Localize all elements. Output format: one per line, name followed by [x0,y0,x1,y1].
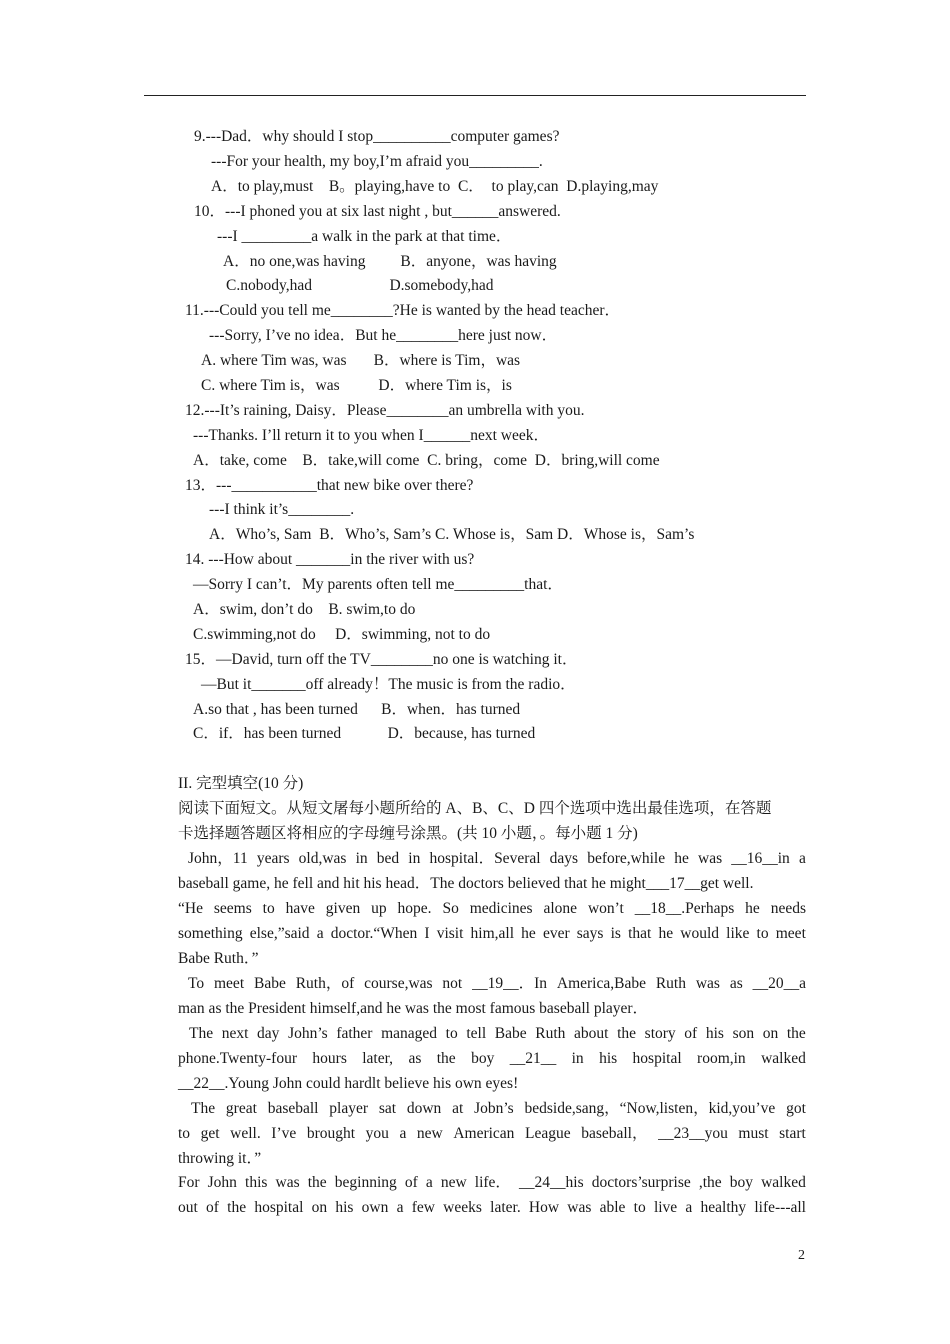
passage-line [178,1125,806,1143]
passage-word: at [452,1100,464,1117]
passage-word: walked [761,1050,806,1067]
passage-word: a [425,1174,433,1191]
passage-word: own [361,1199,389,1216]
passage-word: Babe [253,975,286,992]
passage-word: the [786,1025,806,1042]
passage-word: up [371,900,387,917]
passage-word: got [786,1100,806,1117]
passage-word: doctor.“When [330,925,418,942]
passage-word: out [178,1199,198,1216]
passage-word: The [189,1025,214,1042]
passage-word: was [698,850,723,867]
q11-stem: 11.---Could you tell me________?He is wanted by the head teacher． [185,302,621,319]
passage-word: __24__his [519,1174,584,1191]
q9-stem: 9.---Dad．why should I stop__________computer games? [194,128,560,145]
passage-word: he [745,900,760,917]
passage-word: Babe [494,1025,527,1042]
passage-word: he [521,925,536,942]
passage-word: boy [729,1174,753,1191]
passage-word: the [617,1025,637,1042]
passage-word: few [411,1199,435,1216]
passage-word: __21__ [509,1050,557,1067]
q14-options-cd: C.swimming,not do D．swimming, not to do [193,626,491,643]
passage-word: I’ve [271,1125,297,1142]
passage-line: man as the President himself,and he was the most famous baseball player． [178,1000,649,1017]
passage-line: Babe Ruth．” [178,950,259,967]
passage-word: a [399,1125,407,1142]
passage-word: hospital [254,1199,304,1216]
passage-word: new [416,1125,443,1142]
passage-word: sat [378,1100,397,1117]
passage-word: to [756,925,769,942]
passage-word: father [336,1025,373,1042]
passage-word: brought [306,1125,356,1142]
passage-word: son [732,1025,755,1042]
q14-reply: —Sorry I can’t．My parents often tell me_________that． [193,576,563,593]
passage-word: as [408,1050,422,1067]
passage-line [188,850,806,868]
passage-word: given [325,900,361,917]
passage-word: about [574,1025,609,1042]
passage-word: To [188,975,205,992]
passage-word: was [695,975,720,992]
passage-word: a [685,1199,693,1216]
passage-word: live [653,1199,678,1216]
passage-word: says [576,925,604,942]
section2-heading: II. 完型填空(10 分) [178,775,304,792]
q11-options-ab: A. where Tim was, was B．where is Tim，was [201,352,521,369]
passage-word: hospital．Several [429,850,541,867]
passage-word: beginning [334,1174,397,1191]
passage-word: a [798,850,806,867]
passage-word: doctors’surprise [591,1174,691,1191]
page-number: 2 [798,1248,805,1263]
passage-word: For [178,1174,200,1191]
passage-word: years [256,850,290,867]
q9-reply: ---For your health, my boy,I’m afraid you_________. [211,153,543,170]
passage-word: a [396,1199,404,1216]
passage-word: able [599,1199,626,1216]
passage-word: was [567,1199,592,1216]
q12-options: A．take, come B．take,will come C. bring，come D．bring,will come [193,452,660,469]
passage-word: his [599,1050,618,1067]
passage-line [189,1025,806,1043]
passage-word: as [729,975,743,992]
passage-word: a [316,925,324,942]
passage-word: was [275,1174,300,1191]
section2-instruction-1: 阅读下面短文。从短文屠每小题所给的 A、B、C、D 四个选项中选出最佳选项，在答题 [178,800,772,817]
q10-stem: 10．---I phoned you at six last night , but______answered. [194,203,561,220]
section2-instruction-2: 卡选择题答题区将相应的字母缠号涂黑。(共 10 小题，。每小题 1 分) [178,825,638,842]
passage-word: life． [474,1174,511,1191]
passage-word: medicines [469,900,533,917]
passage-word: like [726,925,750,942]
passage-word: baseball， [581,1125,648,1142]
passage-line [188,975,806,993]
passage-line: throwing it．” [178,1150,262,1167]
q12-reply: ---Thanks. I’ll return it to you when I______next week． [193,427,549,444]
q14-stem: 14. ---How about _______in the river with us? [185,551,475,568]
passage-word: hospital [632,1050,682,1067]
passage-word: start [779,1125,806,1142]
passage-word: walked [761,1174,806,1191]
passage-word: hope. [397,900,432,917]
passage-word: visit [436,925,464,942]
q15-stem: 15．—David, turn off the TV________no one is watching it． [185,651,578,668]
passage-word: __19__．In [472,975,548,992]
passage-word: John’s [288,1025,328,1042]
passage-word: I [424,925,430,942]
passage-word: later, [362,1050,394,1067]
passage-word: managed [381,1025,438,1042]
passage-word: to [633,1199,646,1216]
passage-word: story [644,1025,676,1042]
passage-word: in [571,1050,584,1067]
passage-word: old,was [298,850,347,867]
passage-word: The [191,1100,216,1117]
passage-word: on [762,1025,779,1042]
passage-word: Ruth，of [295,975,355,992]
passage-word: great [225,1100,257,1117]
passage-word: of [206,1199,219,1216]
passage-word: boy [471,1050,495,1067]
q12-stem: 12.---It’s raining, Daisy．Please________an umbrella with you. [185,402,585,419]
passage-word: Ruth [655,975,686,992]
passage-word: he [674,850,689,867]
passage-word: player [329,1100,369,1117]
q9-options: A．to play,must B。playing,have to C． to play,can D.playing,may [211,178,659,195]
passage-word: American [453,1125,515,1142]
passage-word: hours [312,1050,347,1067]
passage-word: of [684,1025,698,1042]
passage-word: life---all [754,1199,806,1216]
passage-word: new [440,1174,467,1191]
passage-word: meet [775,925,806,942]
passage-word: days [549,850,579,867]
passage-word: “He [178,900,203,917]
passage-word: would [680,925,720,942]
passage-word: day [257,1025,280,1042]
passage-word: bedside,sang，“Now,listen，kid,you’ve [524,1100,776,1117]
passage-line [178,1050,806,1068]
passage-word: John，11 [188,850,248,867]
passage-word: needs [770,900,806,917]
passage-word: well. [230,1125,261,1142]
passage-word: his [705,1025,724,1042]
passage-word: healthy [700,1199,747,1216]
passage-word: ever [542,925,570,942]
q13-stem: 13．---___________that new bike over there? [185,477,474,494]
passage-line [178,1174,806,1192]
q15-options-cd: C．if．has been turned D．because, has turned [193,725,536,742]
passage-line [178,925,806,943]
passage-word: room,in [697,1050,746,1067]
q11-reply: ---Sorry, I’ve no idea．But he________here just now． [209,327,558,344]
passage-word: him,all [470,925,515,942]
passage-word: the [227,1199,247,1216]
passage-word: before,while [587,850,666,867]
passage-word: America,Babe [556,975,646,992]
passage-word: not [442,975,463,992]
passage-word: have [285,900,315,917]
q13-options: A．Who’s, Sam B．Who’s, Sam’s C. Whose is，Sam D．Whose is，Sam’s [209,526,695,543]
passage-word: bed [376,850,400,867]
passage-word: phone.Twenty-four [178,1050,298,1067]
passage-word: __20__a [752,975,806,992]
q10-options-cd: C.nobody,had D.somebody,had [226,277,494,294]
q15-reply: —But it_______off already！The music is from the radio． [201,676,576,693]
passage-word: get [200,1125,220,1142]
q11-options-cd: C. where Tim is，was D．where Tim is，is [201,377,512,394]
passage-word: baseball [267,1100,319,1117]
passage-word: is [610,925,621,942]
passage-word: __23__you [658,1125,728,1142]
q10-options-ab: A．no one,was having B．anyone，was having [223,253,557,270]
passage-word: to [178,1125,191,1142]
passage-word: of [404,1174,418,1191]
passage-word: you [365,1125,389,1142]
passage-word: down [406,1100,442,1117]
passage-line [191,1100,806,1118]
passage-word: to [445,1025,458,1042]
passage-word: Ruth [535,1025,566,1042]
passage-word: in [408,850,421,867]
passage-word: won’t [587,900,624,917]
passage-line: __22__.Young John could hardlt believe his own eyes! [178,1075,519,1092]
passage-word: he [658,925,674,942]
passage-word: meet [214,975,245,992]
passage-word: later. [490,1199,521,1216]
passage-line [178,900,806,918]
passage-word: tell [466,1025,487,1042]
passage-line [178,1199,806,1217]
passage-word: seems [213,900,252,917]
header-rule [144,95,806,96]
q14-options-ab: A．swim, don’t do B. swim,to do [193,601,416,618]
passage-word: ,the [698,1174,722,1191]
passage-word: something [178,925,243,942]
passage-word: Jobn’s [474,1100,514,1117]
passage-word: his [335,1199,354,1216]
passage-word: next [221,1025,249,1042]
q15-options-ab: A.so that , has been turned B．when．has turned [193,701,521,718]
passage-word: How [528,1199,560,1216]
q13-reply: ---I think it’s________. [209,501,355,518]
passage-word: on [311,1199,328,1216]
passage-word: alone [543,900,578,917]
passage-word: else,”said [249,925,310,942]
passage-word: this [245,1174,268,1191]
passage-word: must [738,1125,769,1142]
passage-word: in [355,850,368,867]
passage-word: the [436,1050,456,1067]
passage-word: weeks [443,1199,482,1216]
passage-word: the [307,1174,327,1191]
q10-reply: ---I _________a walk in the park at that time． [217,228,512,245]
passage-word: course,was [364,975,433,992]
passage-line: baseball game, he fell and hit his head．The doctors believed that he might___17__get well. [178,875,754,892]
passage-word: So [442,900,459,917]
passage-word: that [628,925,652,942]
passage-word: League [525,1125,571,1142]
passage-word: __18__.Perhaps [634,900,735,917]
passage-word: __16__in [731,850,790,867]
passage-word: to [262,900,275,917]
passage-word: John [207,1174,237,1191]
